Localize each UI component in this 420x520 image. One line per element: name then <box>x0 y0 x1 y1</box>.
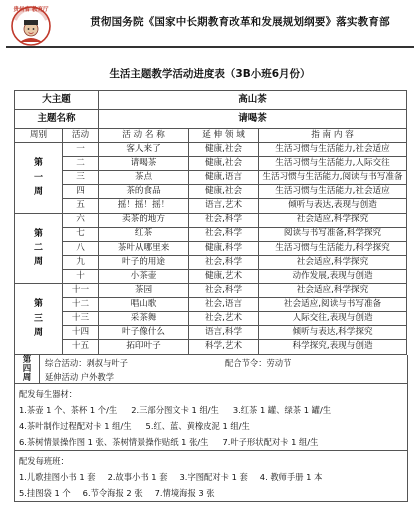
theme-row <box>15 91 407 110</box>
activity-name: 采茶舞 <box>99 312 189 326</box>
activity-row <box>15 143 407 157</box>
activity-name: 请喝茶 <box>99 157 189 171</box>
material-item: 5.挂图袋 1 个 <box>19 488 71 498</box>
activity-row <box>15 185 407 199</box>
activity-number: 十二 <box>63 298 99 312</box>
week-label: 第 二 周 <box>15 213 63 283</box>
extension-field: 语言,科学 <box>189 326 259 340</box>
extension-field: 健康,语言 <box>189 171 259 185</box>
activity-row <box>15 255 407 269</box>
material-item: 7.叶子形状配对卡 1 组/生 <box>222 437 319 447</box>
col-header-name: 活 动 名 称 <box>99 129 189 143</box>
activity-row <box>15 312 407 326</box>
activity-row <box>15 171 407 185</box>
extension-field: 社会,科学 <box>189 255 259 269</box>
extension-field: 健康,科学 <box>189 241 259 255</box>
guide-content: 生活习惯与生活能力,科学探究 <box>259 241 407 255</box>
guide-content: 社会适应,科学探究 <box>259 284 407 298</box>
extension-field: 社会,艺术 <box>189 312 259 326</box>
education-logo <box>6 4 56 50</box>
activity-number: 五 <box>63 199 99 213</box>
col-header-field: 延 伸 领 域 <box>189 129 259 143</box>
activity-name: 叶子像什么 <box>99 326 189 340</box>
activity-name: 叶子的用途 <box>99 255 189 269</box>
activity-name: 茶叶从哪里来 <box>99 241 189 255</box>
column-header-row <box>15 129 407 143</box>
activity-name: 客人来了 <box>99 143 189 157</box>
activity-number: 二 <box>63 157 99 171</box>
activity-name: 拓印叶子 <box>99 340 189 354</box>
activity-number: 十四 <box>63 326 99 340</box>
activity-row <box>15 298 407 312</box>
activity-row <box>15 326 407 340</box>
week4-row <box>15 355 407 384</box>
activity-number: 十一 <box>63 284 99 298</box>
activity-plan-table <box>14 90 407 355</box>
activity-row <box>15 340 407 354</box>
activity-name: 茶园 <box>99 284 189 298</box>
activity-name: 卖茶的地方 <box>99 213 189 227</box>
extension-field: 健康,社会 <box>189 157 259 171</box>
extension-field: 健康,社会 <box>189 185 259 199</box>
extension-field: 科学,艺术 <box>189 340 259 354</box>
activity-number: 一 <box>63 143 99 157</box>
activity-name: 唱山歌 <box>99 298 189 312</box>
week-label: 第 三 周 <box>15 284 63 354</box>
week-label: 第 一 周 <box>15 143 63 213</box>
activity-row <box>15 284 407 298</box>
logo-text: 贵州省 教育厅 <box>13 7 49 13</box>
extension-field: 语言,艺术 <box>189 199 259 213</box>
col-header-week: 周别 <box>15 129 63 143</box>
material-item: 3.字图配对卡 1 套 <box>179 472 248 482</box>
col-header-activity: 活动 <box>63 129 99 143</box>
extension-field: 健康,社会 <box>189 143 259 157</box>
activity-number: 四 <box>63 185 99 199</box>
guide-content: 倾听与表达,表现与创造 <box>259 199 407 213</box>
material-item: 1.茶壶 1 个、茶杯 1 个/生 <box>19 405 118 415</box>
material-line <box>15 469 407 485</box>
material-item: 1.儿歌挂图小书 1 套 <box>19 472 96 482</box>
week4-integrated-activity: 综合活动：剥叔与叶子 <box>45 358 128 368</box>
material-line <box>15 434 407 450</box>
guide-content: 社会适应,科学探究 <box>259 213 407 227</box>
activity-name: 摇！摇！摇！ <box>99 199 189 213</box>
activity-number: 十三 <box>63 312 99 326</box>
extension-field: 社会,科学 <box>189 213 259 227</box>
material-item: 5.红、蓝、黄橡皮泥 1 组/生 <box>145 421 250 431</box>
material-line <box>15 402 407 418</box>
week4-label: 第 四 周 <box>15 355 40 384</box>
guide-content: 社会适应,阅读与书写准备 <box>259 298 407 312</box>
material-item: 4.茶叶制作过程配对卡 1 组/生 <box>19 421 132 431</box>
guide-content: 动作发展,表现与创造 <box>259 269 407 283</box>
material-line <box>15 418 407 434</box>
materials-section <box>14 355 408 502</box>
material-item: 2.三部分图文卡 1 组/生 <box>131 405 219 415</box>
guide-content: 生活习惯与生活能力,人际交往 <box>259 157 407 171</box>
guide-content: 倾听与表达,科学探究 <box>259 326 407 340</box>
activity-number: 三 <box>63 171 99 185</box>
material-item: 4. 教师手册 1 本 <box>259 472 323 482</box>
week4-extension: 延伸活动 户外教学 <box>45 372 115 382</box>
activity-number: 七 <box>63 227 99 241</box>
activity-name: 红茶 <box>99 227 189 241</box>
activity-row <box>15 213 407 227</box>
theme-label: 大主题 <box>15 91 99 110</box>
activity-number: 八 <box>63 241 99 255</box>
extension-field: 健康,艺术 <box>189 269 259 283</box>
activity-row <box>15 157 407 171</box>
activity-number: 九 <box>63 255 99 269</box>
material-item: 7.情境海报 3 张 <box>154 488 215 498</box>
guide-content: 科学探究,表现与创造 <box>259 340 407 354</box>
activity-name: 茶的食品 <box>99 185 189 199</box>
student-materials-title: 配发每生器材： <box>19 389 78 399</box>
guide-content: 人际交往,表现与创造 <box>259 312 407 326</box>
guide-content: 社会适应,科学探究 <box>259 255 407 269</box>
extension-field: 社会,科学 <box>189 284 259 298</box>
week4-festival: 配合节令：劳动节 <box>225 358 292 368</box>
guide-content: 生活习惯与生活能力,社会适应 <box>259 185 407 199</box>
document-title: 生活主题教学活动进度表（3B小班6月份） <box>109 68 311 80</box>
guide-content: 阅读与书写准备,科学探究 <box>259 227 407 241</box>
subtheme-value: 请喝茶 <box>99 110 407 129</box>
extension-field: 社会,语言 <box>189 298 259 312</box>
extension-field: 社会,科学 <box>189 227 259 241</box>
material-item: 6.茶树情景操作图 1 张、茶树情景操作贴纸 1 张/生 <box>19 437 209 447</box>
material-item: 2.故事小书 1 套 <box>107 472 168 482</box>
material-item: 3.红茶 1 罐、绿茶 1 罐/生 <box>232 405 332 415</box>
activity-row <box>15 227 407 241</box>
guide-content: 生活习惯与生活能力,阅读与书写准备 <box>259 171 407 185</box>
activity-number: 十 <box>63 269 99 283</box>
activity-number: 十五 <box>63 340 99 354</box>
material-line <box>15 485 407 501</box>
subtheme-label: 主题名称 <box>15 110 99 129</box>
header-divider <box>6 46 414 48</box>
theme-value: 高山茶 <box>99 91 407 110</box>
activity-row <box>15 199 407 213</box>
activity-row <box>15 269 407 283</box>
material-item: 6.节令海报 2 张 <box>82 488 143 498</box>
activity-row <box>15 241 407 255</box>
activity-name: 小茶壶 <box>99 269 189 283</box>
header-title: 贯彻国务院《国家中长期教育改革和发展规划纲要》落实教育部 <box>90 16 390 28</box>
guide-content: 生活习惯与生活能力,社会适应 <box>259 143 407 157</box>
activity-name: 茶点 <box>99 171 189 185</box>
class-materials-title: 配发每班班： <box>19 456 69 466</box>
subtheme-row <box>15 110 407 129</box>
activity-number: 六 <box>63 213 99 227</box>
col-header-content: 指 南 内 容 <box>259 129 407 143</box>
